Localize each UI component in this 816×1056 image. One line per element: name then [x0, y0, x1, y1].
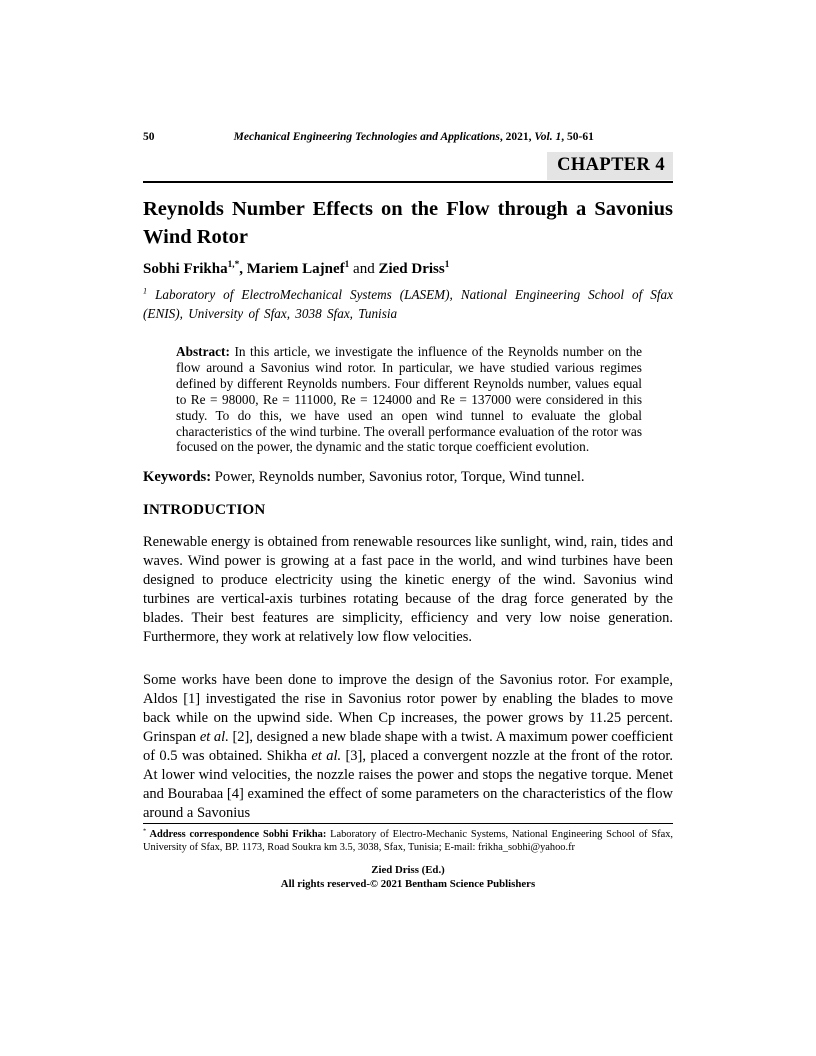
paragraph-2-run-1: Some works have been done to improve the design of the Savonius rotor. For example, Aldos [1] investigated the rise in Savonius rotor power by enabling the blades to move back while on the upwind side. When Cp increases, the power grows by 11.25 percent. Grinspan	[143, 672, 673, 745]
journal-year: , 2021,	[499, 131, 535, 143]
author-2-affmark: 1	[344, 260, 350, 270]
paragraph-2-run-2: [2], designed a new blade shape with a twist. A maximum power coefficient of 0.5 was obtained. Shikha	[143, 729, 673, 764]
author-2: Mariem Lajnef$^1$	[246, 260, 350, 277]
abstract	[176, 344, 642, 455]
paragraph-1: Renewable energy is obtained from renewable resources like sunlight, wind, rain, tides and waves. Wind power is growing at a fast pace in the world, and wind turbines have been designed to produce electricity using the kinetic energy of the wind. Savonius wind turbines are vertical-axis turbines rotating because of the drag force generated by the blades. Their best features are simplicity, efficiency and very low noise generation. Furthermore, they work at relatively low flow velocities.	[143, 534, 673, 645]
keywords-text: Power, Reynolds number, Savonius rotor, Torque, Wind tunnel.	[211, 469, 585, 485]
page-number: 50	[143, 131, 155, 143]
paragraph-2-run-3: [3], placed a convergent nozzle at the front of the rotor. At lower wind velocities, the nozzle raises the power and stops the negative torque. Menet and Bourabaa [4] examined the effect of some parameters on the characteristics of the flow around a Savonius	[143, 748, 673, 821]
chapter-label: CHAPTER 4	[547, 152, 673, 180]
journal-volume: Vol. 1	[534, 131, 562, 143]
imprint-editor: Zied Driss (Ed.)	[371, 864, 445, 876]
correspondence-footnote	[143, 823, 673, 854]
author-1: Sobhi Frikha$^{1,*}$	[143, 260, 240, 277]
keywords-label: Keywords:	[143, 469, 212, 485]
affiliation	[143, 285, 673, 323]
et-al-citation-2: et al.	[311, 748, 342, 764]
journal-title: Mechanical Engineering Technologies and Applications	[233, 131, 500, 143]
paragraph-2	[143, 671, 673, 823]
affiliation-text: Laboratory of ElectroMechanical Systems (LASEM), National Engineering School of Sfax (ENIS), University of Sfax, 3038 Sfax, Tunisia	[143, 287, 673, 321]
keywords	[143, 469, 673, 486]
affiliation-mark: 1	[143, 286, 148, 296]
footnote-mark: *	[143, 827, 147, 835]
footnote-text: Laboratory of Electro-Mechanic Systems, National Engineering School of Sfax, University of Sfax, BP. 1173, Road Soukra km 3.5, 3038, Sfax, Tunisia; E-mail: frikha_sobhi@yahoo.fr	[143, 829, 673, 854]
author-separator-1: ,	[239, 261, 247, 277]
author-3-affmark: 1	[444, 260, 450, 270]
journal-pages: , 50-61	[561, 131, 594, 143]
chapter-rule	[143, 152, 673, 183]
et-al-citation-1: et al.	[199, 729, 229, 745]
footnote-label: Address correspondence Sobhi Frikha:	[146, 829, 327, 840]
chapter-title: Reynolds Number Effects on the Flow through a Savonius Wind Rotor	[143, 198, 673, 248]
author-1-affmark: 1,*	[227, 260, 240, 270]
author-3: Zied Driss$^1$	[378, 260, 450, 277]
author-separator-2: and	[349, 261, 379, 277]
publisher-imprint	[143, 864, 673, 891]
journal-reference	[155, 131, 674, 143]
abstract-text: In this article, we investigate the influence of the Reynolds number on the flow around a Savonius wind rotor. In particular, we have studied various regimes defined by different Reynolds numbers. Four different Reynolds number, values equal to Re = 98000, Re = 111000, Re = 124000 and Re = 137000 were considered in this study. To do this, we have used an open wind tunnel to evaluate the global characteristics of the wind turbine. The overall performance evaluation of the rotor was focused on the power, the dynamic and the static torque coefficient evolution.	[176, 344, 642, 455]
abstract-label: Abstract:	[176, 344, 230, 359]
imprint-rights: All rights reserved-© 2021 Bentham Science Publishers	[280, 877, 536, 890]
author-line	[143, 261, 673, 278]
section-heading-introduction: INTRODUCTION	[143, 502, 266, 518]
running-head	[143, 131, 673, 143]
